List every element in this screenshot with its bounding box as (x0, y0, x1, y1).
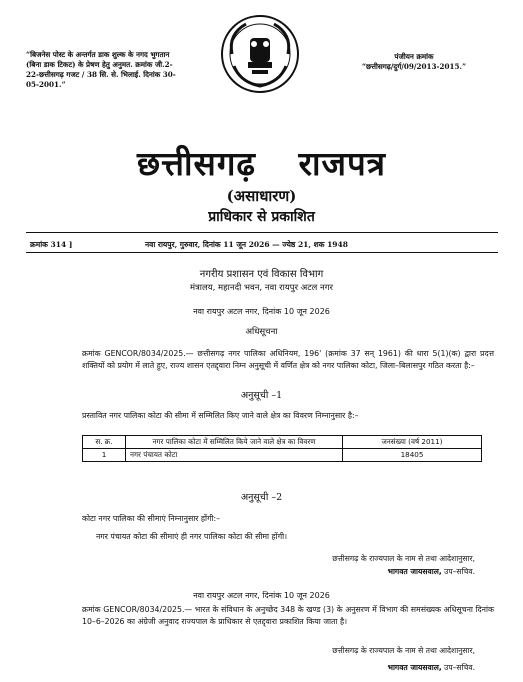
notice1-designation: उप–सचिव. (441, 567, 475, 576)
postal-note: “बिजनेस पोस्ट के अन्तर्गत डाक शुल्क के नगद भुगतान (बिना डाक टिकट) के प्रेषण हेतु अनुमत. क्रमांक जी.2-22-छत्तीसगढ़ गजट / 38 सि. से. भिलाई. दिनांक 30-05-2001.” (26, 50, 176, 89)
schedule1-table (82, 435, 482, 462)
registration-label: पंजीयन क्रमांक (394, 52, 434, 61)
divider-top (26, 232, 498, 233)
gazette-authority: प्राधिकार से प्रकाशित (208, 209, 315, 225)
table-cell-serial: 1 (83, 449, 126, 462)
registration-block (350, 52, 478, 72)
notice1-order-line: छत्तीसगढ़ के राज्यपाल के नाम से तथा आदेशानुसार, (332, 554, 475, 563)
department-address: मंत्रालय, महानदी भवन, नवा रायपुर अटल नगर (189, 283, 333, 293)
gazette-title: छत्तीसगढ़ राजपत्र (137, 144, 386, 183)
issue-date: नवा रायपुर, गुरुवार, दिनांक 11 जून 2026 — ज्येष्ठ 21, शक 1948 (145, 240, 348, 249)
state-emblem-icon (220, 14, 300, 94)
notice1-body: क्रमांक GENCOR/8034/2025.— छत्तीसगढ़ नगर पालिका अधिनियम, 196' (क्रमांक 37 सन् 1961) की धारा 5(1)(क) द्वारा प्रदत्त शक्तियों को प्रयोग में लाते हुए, राज्य शासन एतद्द्वारा निम्न अनुसूची में वर्णित क्षेत्र को नगर पालिका कोटा, जिला–बिलासपुर गठित करता है:– (82, 349, 494, 370)
issue-number: क्रमांक 314 ] (30, 240, 73, 249)
schedule2-title: अनुसूची –2 (240, 492, 283, 503)
notice1-date: नवा रायपुर अटल नगर, दिनांक 10 जून 2026 (193, 307, 330, 316)
gazette-extraordinary: (असाधारण) (226, 187, 297, 205)
table-header-row (83, 436, 482, 449)
notice1-signatory: भागवत जायसवाल, (387, 567, 442, 576)
divider-bottom (26, 252, 498, 253)
notice2-body: क्रमांक GENCOR/8034/2025.— भारत के संविधान के अनुच्छेद 348 के खण्ड (3) के अनुसरण में विभाग की समसंख्यक अधिसूचना दिनांक 10–6–2026 का अंग्रेजी अनुवाद राज्यपाल के प्राधिकार से एतद्द्वारा प्रकाशित किया जाता है। (82, 605, 494, 626)
table-cell-population: 18405 (343, 449, 482, 462)
table-header-serial: स. क्र. (83, 436, 126, 449)
notice2-signature (388, 663, 475, 673)
department-name: नगरीय प्रशासन एवं विकास विभाग (199, 269, 324, 280)
notice2-order-line: छत्तीसगढ़ के राज्यपाल के नाम से तथा आदेशानुसार, (332, 646, 475, 655)
table-header-area: नगर पालिका कोटा में सम्मिलित किये जाने वाले क्षेत्र का विवरण (126, 436, 343, 449)
notice2-date: नवा रायपुर अटल नगर, दिनांक 10 जून 2026 (193, 591, 330, 600)
notice1-signature (388, 567, 475, 577)
schedule1-intro: प्रस्तावित नगर पालिका कोटा की सीमा में सम्मिलित किए जाने वाले क्षेत्र का विवरण निम्नानुसार है:– (82, 411, 359, 420)
notice2-signatory: भागवत जायसवाल, (387, 663, 442, 672)
table-cell-area: नगर पंचायत कोटा (126, 449, 343, 462)
schedule2-body: नगर पंचायत कोटा की सीमाएं ही नगर पालिका कोटा की सीमा होंगी। (96, 532, 288, 541)
notice2-designation: उप–सचिव. (441, 663, 475, 672)
table-header-population: जनसंख्या (वर्ष 2011) (343, 436, 482, 449)
notice1-heading: अधिसूचना (245, 327, 278, 337)
table-row (83, 449, 482, 462)
schedule1-title: अनुसूची –1 (240, 390, 283, 401)
schedule2-intro: कोटा नगर पालिका की सीमाएं निम्नानुसार होंगी:– (82, 514, 221, 523)
registration-number: “छत्तीसगढ़/दुर्ग/09/2013-2015.” (361, 62, 467, 71)
